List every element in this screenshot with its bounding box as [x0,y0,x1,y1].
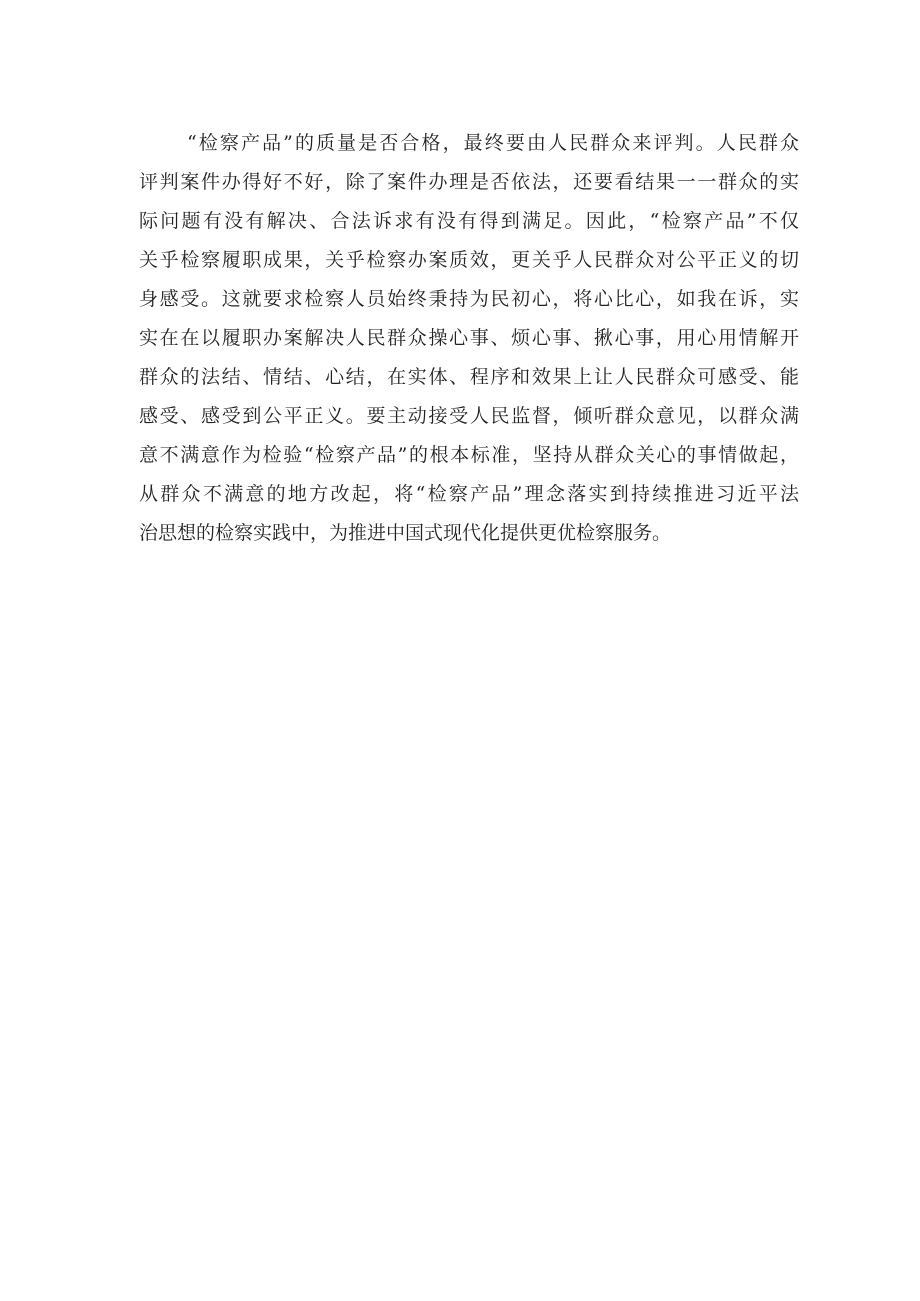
paragraph-line: 从群众不满意的地方改起，将“检察产品”理念落实到持续推进习近平法 [139,483,799,505]
paragraph-line: 际问题有没有解决、合法诉求有没有得到满足。因此，“检察产品”不仅 [139,210,799,232]
paragraph-line: 意不满意作为检验“检察产品”的根本标准，坚持从群众关心的事情做起， [139,444,799,466]
body-paragraph [139,124,799,553]
paragraph-line: 评判案件办得好不好，除了案件办理是否依法，还要看结果一一群众的实 [139,171,799,193]
paragraph-line: 关乎检察履职成果，关乎检察办案质效，更关乎人民群众对公平正义的切 [139,249,799,271]
paragraph-line: “检察产品”的质量是否合格，最终要由人民群众来评判。人民群众 [187,132,799,154]
paragraph-line: 实在在以履职办案解决人民群众操心事、烦心事、揪心事，用心用情解开 [139,327,799,349]
paragraph-line: 治思想的检察实践中，为推进中国式现代化提供更优检察服务。 [139,522,672,544]
paragraph-line: 感受、感受到公平正义。要主动接受人民监督，倾听群众意见，以群众满 [139,405,799,427]
paragraph-line: 群众的法结、情结、心结，在实体、程序和效果上让人民群众可感受、能 [139,366,799,388]
paragraph-line: 身感受。这就要求检察人员始终秉持为民初心，将心比心，如我在诉，实 [139,288,799,310]
